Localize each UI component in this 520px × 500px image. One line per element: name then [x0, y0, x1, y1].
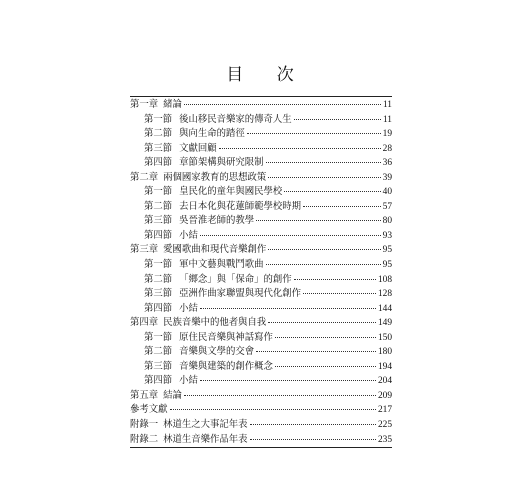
entry-title: 兩個國家教育的思想政策: [163, 171, 267, 183]
entry-label: 第二節: [144, 273, 173, 285]
entry-label: 第五章: [130, 389, 159, 401]
dot-leader: [200, 235, 381, 236]
dot-leader: [200, 380, 376, 381]
entry-title: 音樂與文學的交會: [179, 346, 255, 358]
page-number: 36: [382, 158, 392, 169]
entry-label: 第四節: [144, 302, 173, 314]
entry-label: 第一節: [144, 331, 173, 343]
page-number: 150: [377, 332, 392, 343]
dot-leader: [250, 439, 376, 440]
page-number: 235: [377, 434, 392, 445]
page-number: 149: [377, 318, 392, 329]
dot-leader: [303, 206, 381, 207]
toc-chapter-entry: [130, 243, 392, 258]
entry-title: 小結: [179, 375, 198, 387]
entry-title: 結論: [163, 389, 182, 401]
entry-label: 第一節: [144, 186, 173, 198]
dot-leader: [256, 351, 376, 352]
entry-title: 小結: [179, 302, 198, 314]
dot-leader: [303, 293, 376, 294]
entry-title: 林道生之大事記年表: [163, 419, 248, 431]
entry-label: 第二節: [144, 200, 173, 212]
entry-label: 第一節: [144, 259, 173, 271]
page-number: 57: [382, 201, 392, 212]
page-number: 128: [377, 289, 392, 300]
dot-leader: [247, 133, 381, 134]
entry-label: 第三節: [144, 215, 173, 227]
dot-leader: [256, 220, 380, 221]
dot-leader: [268, 322, 376, 323]
entry-title: 林道生音樂作品年表: [163, 433, 248, 445]
top-rule: [130, 96, 392, 97]
entry-label: 第二章: [130, 171, 159, 183]
toc-section-entry: [130, 302, 392, 317]
toc-chapter-entry: [130, 389, 392, 404]
bottom-rule: [130, 447, 392, 448]
toc-section-entry: [130, 360, 392, 375]
toc-section-entry: [130, 345, 392, 360]
toc-section-entry: [130, 374, 392, 389]
page-number: 209: [377, 390, 392, 401]
entry-label: 第四節: [144, 229, 173, 241]
dot-leader: [219, 148, 381, 149]
entry-label: 第三章: [130, 244, 159, 256]
dot-leader: [275, 337, 376, 338]
toc-section-entry: [130, 214, 392, 229]
toc-chapter-entry: [130, 98, 392, 113]
toc-section-entry: [130, 331, 392, 346]
toc-chapter-entry: [130, 171, 392, 186]
dot-leader: [294, 279, 376, 280]
dot-leader: [268, 249, 380, 250]
page-number: 194: [377, 361, 392, 372]
dot-leader: [170, 409, 376, 410]
dot-leader: [250, 424, 376, 425]
dot-leader: [184, 104, 381, 105]
page-number: 108: [377, 274, 392, 285]
entry-title: 皇民化的童年與國民學校: [179, 186, 283, 198]
page-number: 204: [377, 376, 392, 387]
page-number: 28: [382, 143, 392, 154]
toc-section-entry: [130, 185, 392, 200]
page-number: 180: [377, 347, 392, 358]
page-number: 11: [382, 100, 392, 110]
entry-label: 附錄一: [130, 419, 159, 431]
entry-label: 第二節: [144, 346, 173, 358]
page-number: 95: [382, 260, 392, 271]
page-number: 144: [377, 303, 392, 314]
dot-leader: [184, 395, 376, 396]
page-number: 19: [382, 129, 392, 140]
dot-leader: [266, 162, 381, 163]
toc-section-entry: [130, 273, 392, 288]
entry-title: 吳晉淮老師的教學: [179, 215, 255, 227]
entry-title: 文獻回顧: [179, 142, 217, 154]
entry-label: 第一章: [130, 99, 159, 110]
table-of-contents: [130, 98, 392, 447]
page-number: 217: [377, 405, 392, 416]
entry-label: 第四章: [130, 317, 159, 329]
entry-title: 愛國歌曲和現代音樂創作: [163, 244, 267, 256]
dot-leader: [284, 191, 380, 192]
entry-label: 第三節: [144, 142, 173, 154]
entry-title: 亞洲作曲家聯盟與現代化創作: [179, 288, 302, 300]
dot-leader: [294, 119, 381, 120]
page-number: 40: [382, 187, 392, 198]
dot-leader: [200, 308, 376, 309]
toc-chapter-entry: [130, 316, 392, 331]
entry-label: 第二節: [144, 128, 173, 140]
toc-section-entry: [130, 113, 392, 128]
entry-title: 小結: [179, 229, 198, 241]
entry-label: 第三節: [144, 360, 173, 372]
toc-section-entry: [130, 156, 392, 171]
page-number: 80: [382, 216, 392, 227]
toc-chapter-entry: [130, 418, 392, 433]
toc-section-entry: [130, 127, 392, 142]
dot-leader: [266, 264, 381, 265]
dot-leader: [275, 366, 376, 367]
toc-section-entry: [130, 200, 392, 215]
page-number: 93: [382, 230, 392, 241]
entry-title: 音樂與建築的創作概念: [179, 360, 273, 372]
entry-label: 第一節: [144, 113, 173, 125]
entry-label: 第三節: [144, 288, 173, 300]
entry-label: 第四節: [144, 375, 173, 387]
entry-label: 參考文獻: [130, 404, 168, 416]
entry-title: 民族音樂中的他者與自我: [163, 317, 267, 329]
toc-section-entry: [130, 258, 392, 273]
page-number: 39: [382, 172, 392, 183]
page-number: 11: [382, 114, 392, 125]
entry-title: 原住民音樂與神話寫作: [179, 331, 273, 343]
entry-title: 章節架構與研究限制: [179, 157, 264, 169]
entry-title: 緒論: [163, 99, 182, 110]
toc-chapter-entry: [130, 433, 392, 448]
entry-title: 與向生命的踏徑: [179, 128, 245, 140]
page-number: 95: [382, 245, 392, 256]
entry-title: 軍中文藝與戰鬥歌曲: [179, 259, 264, 271]
entry-title: 後山移民音樂家的傳奇人生: [179, 113, 292, 125]
toc-chapter-entry: [130, 403, 392, 418]
entry-label: 第四節: [144, 157, 173, 169]
toc-title: 目 次: [226, 65, 308, 85]
dot-leader: [268, 177, 380, 178]
entry-title: 去日本化與花蓮師範學校時期: [179, 200, 302, 212]
page-number: 225: [377, 420, 392, 431]
toc-section-entry: [130, 229, 392, 244]
entry-title: 「鄉念」與「保命」的創作: [179, 273, 292, 285]
toc-section-entry: [130, 287, 392, 302]
toc-section-entry: [130, 142, 392, 157]
entry-label: 附錄二: [130, 433, 159, 445]
